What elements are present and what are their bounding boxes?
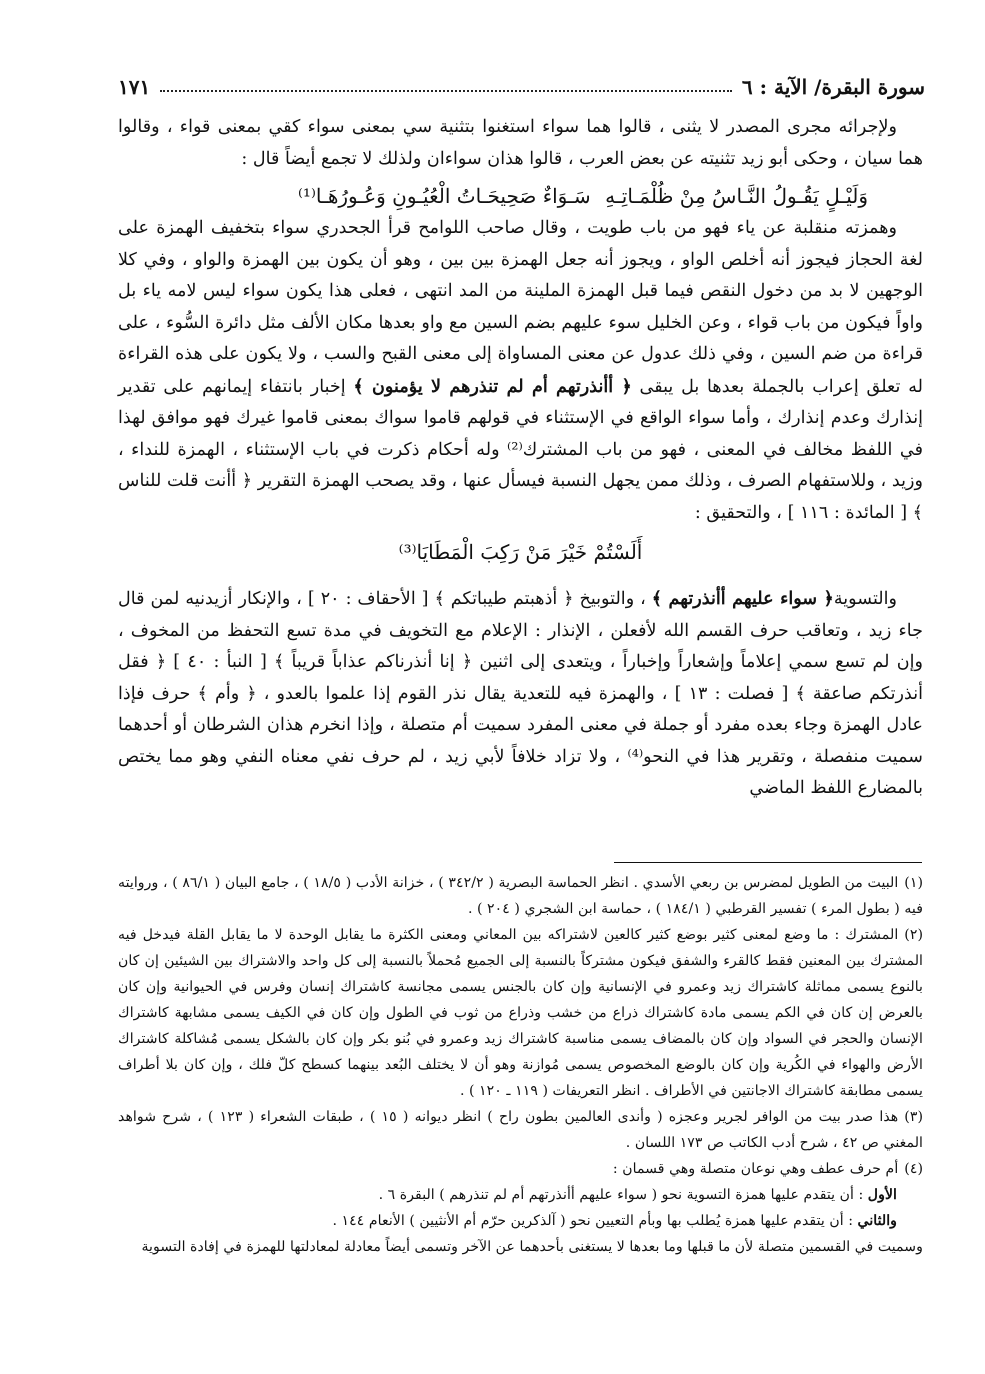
footnote-4-first-lead: الأول [867, 1187, 897, 1203]
footnote-4-last-line: وسميت في القسمين متصلة لأن ما قبلها وما بعدها لا يستغنى بأحدهما عن الآخر وتسمى أيضاً معادلة لمعادلتها للهمزة في إفادة التسوية [141, 1239, 923, 1255]
quran-quote-2: ﴿ سواء عليهم أأنذرتهم ﴾ [651, 588, 834, 609]
footnote-1 [118, 870, 923, 922]
footnote-3 [118, 1104, 923, 1156]
paragraph-3-continuation: ، والتوبيخ ﴿ أذهبتم طيباتكم ﴾ [ الأحقاف : ٢٠ ] ، والإنكار أزيدنيه لمن قال جاء زيد ، وتعاقب حرف القسم الله لأفعلن ، الإنذار : الإعلام مع التخويف في مدة تسع التحفظ من المخوف ، وإن لم تسع سمي إعلاماً وإشعاراً وإخباراً ، ويتعدى إلى اثنين ﴿ إنا أنذرناكم عذاباً قريباً ﴾ [ النبأ : ٤٠ ] ﴿ فقل أنذرتكم صاعقة ﴾ [ فصلت : ١٣ ] ، والهمزة فيه للتعدية يقال نذر القوم إذا علموا بالعدو ، ﴿ وأم ﴾ حرف فإذا عادل الهمزة وجاء بعده مفرد أو جملة في معنى المفرد سميت أم متصلة ، وإذا انخرم هذان الشرطان أو أحدهما سميت منفصلة ، وتقرير هذا في النحو⁽⁴⁾ ، ولا تزاد خلافاً لأبي زيد ، لم حرف نفي معناه النفي وهو مما يختص بالمضارع اللفظ الماضي [118, 589, 924, 798]
verse-1-second-hemistich: سَـوَاءٌ صَحِيحَـاتُ الْعُيُـونِ وَعُـورُهَـا⁽¹⁾ [298, 184, 591, 208]
footnote-4-first [118, 1182, 923, 1208]
paragraph-3 [118, 583, 923, 805]
quran-quote-1: ﴿ أأنذرتهم أم لم تنذرهم لا يؤمنون ﴾ [353, 375, 632, 397]
page-number: ١٧١ [118, 75, 151, 99]
footnote-4 [118, 1156, 923, 1182]
footnote-4-second-text: : أن يتقدم عليها همزة يُطلب بها وبأم التعيين نحو ( آلذكرين حرّم أم الأنثيين ) الأنعام ١٤٤ . [332, 1213, 853, 1229]
footnotes [118, 870, 923, 1260]
poetry-verse-1 [118, 175, 923, 213]
footnote-2 [118, 922, 923, 1104]
footnote-1-text: البيت من الطويل لمضرس بن ربعي الأسدي . انظر الحماسة البصرية ( ٣٤٢/٢ ) ، خزانة الأدب ( ١٨/٥ ) ، جامع البيان ( ٨٦/١ ) ، وروايته فيه ( بطول المرء ) تفسير القرطبي ( ١٨٤/١ ) ، حماسة ابن الشجري ( ٢٠٤ ) . [118, 875, 923, 917]
footnote-4-first-text: : أن يتقدم عليها همزة التسوية نحو ( سواء عليهم أأنذرتهم أم لم تنذرهم ) البقرة ٦ . [378, 1187, 864, 1203]
main-text [118, 112, 923, 805]
paragraph-1: ولإجرائه مجرى المصدر لا يثنى ، قالوا هما سواء استغنوا بتثنية سي بمعنى سواء كقي بمعنى قواء ، وقالوا هما سيان ، وحكى أبو زيد تثنيته عن بعض العرب ، قالوا هذان سواءان ولذلك لا تجمع أيضاً قال : [118, 117, 923, 169]
footnote-1-number: (١) [904, 875, 923, 891]
footnote-3-number: (٣) [904, 1109, 923, 1125]
paragraph-2 [118, 213, 923, 529]
paragraph-2-continuation: إخبار بانتفاء إيمانهم على تقدير إنذارك وعدم إنذارك ، وأما سواء الواقع في الإستثناء في قولهم قاموا سواك بمعنى قاموا غيرك فهو موافق لهذا في اللفظ مخالف في المعنى ، فهو من باب المشترك⁽²⁾ وله أحكام ذكرت في باب الإستثناء ، الهمزة للنداء ، وزيد ، وللاستفهام الصرف ، وذلك ممن يجهل النسبة فيسأل عنها ، وقد يصحب الهمزة التقرير ﴿ أأنت قلت للناس ﴾ [ المائدة : ١١٦ ] ، والتحقيق : [118, 376, 923, 523]
footnote-4-number: (٤) [904, 1161, 923, 1177]
footnote-2-number: (٢) [904, 927, 923, 943]
poetry-verse-2 [118, 529, 923, 583]
footnote-divider [614, 862, 922, 863]
paragraph-3-text: والتسوية [833, 589, 898, 609]
verse-1-first-hemistich: وَلَيْـلٍ يَقُـولُ النَّـاسُ مِنْ ظُلْمَـاتِـهِ [605, 184, 868, 208]
running-header [118, 72, 925, 102]
footnote-4-second [118, 1208, 923, 1234]
footnote-4-second-lead: والثاني [857, 1213, 897, 1229]
verse-2-hemistich: أَلَسْتُمْ خَيْرَ مَنْ رَكِبَ الْمَطَايَا⁽³⁾ [398, 540, 643, 564]
header-leader-dots [160, 90, 732, 92]
footnote-3-text: هذا صدر بيت من الوافر لجرير وعجزه ( وأندى العالمين بطون راح ) انظر ديوانه ( ١٥ ) ، طبقات الشعراء ( ١٢٣ ) ، شرح شواهد المغني ص ٤٢ ، شرح أدب الكاتب ص ١٧٣ اللسان . [118, 1109, 923, 1151]
paragraph-2-text: وهمزته منقلبة عن ياء فهو من باب طويت ، وقال صاحب اللوامح قرأ الجحدري سواء بتخفيف الهمزة على لغة الحجاز فيجوز أنه أخلص الواو ، ويجوز أنه جعل الهمزة بين بين ، وهو أن يكون بين الهمزة والواو ، وفي كلا الوجهين لا بد من دخول النقص فيما قبل الهمزة الملينة من المد انتهى ، فعلى هذا يكون سواء ليس لامه ياء بل واواً فيكون من باب قواء ، وعن الخليل سوء عليهم بضم السين مع واو بعدها مكان الألف مثل دائرة السُّوء ، على قراءة من ضم السين ، وفي ذلك عدول عن معنى المساواة إلى معنى القبح والسب ، ولا يكون على هذه القراءة له تعلق إعراب بالجملة بعدها بل يبقى [118, 218, 923, 397]
footnote-2-text: المشترك : ما وضع لمعنى كثير بوضع كثير كالعين لاشتراكه بين المعاني ومعنى الكثرة ما يقابل الوحدة لا ما يقابل القلة فيدخل فيه المشترك بين المعنين فقط كالقرء والشفق فيكون مشتركاً بالنسبة إلى الجميع مُحملاً بالنسبة إلى كل واحد والاشتراك بين الشيئين إن كان بالنوع يسمى مماثلة كاشتراك زيد وعمرو في الإنسانية وإن كان بالجنس يسمى مجانسة كاشتراك إنسان وفرس في الحيوانية وإن كان بالعرض إن كان في الكم يسمى مادة كاشتراك ذراع من خشب وذراع من ثوب في الطول وإن كان في الكيف يسمى مشابهة كاشتراك الإنسان والحجر في السواد وإن كان بالمضاف يسمى مناسبة كاشتراك زيد وعمرو في بُنو بكر وإن كان بالشكل يسمى مُشاكلة كاشتراك الأرض والهواء في الكُرية وإن كان بالوضع المخصوص يسمى مُوازنة وهو أن لا يختلف البُعد بينهما كسطح كلّ فلك ، وإن كان بلا أطراف يسمى مطابقة كاشتراك الاجانتين في الأطراف . انظر التعريفات ( ١١٩ ـ ١٢٠ ) . [118, 927, 923, 1099]
footnote-4-text: أم حرف عطف وهي نوعان متصلة وهي قسمان : [612, 1161, 899, 1177]
surah-title: سورة البقرة/ الآية : ٦ [741, 75, 925, 99]
